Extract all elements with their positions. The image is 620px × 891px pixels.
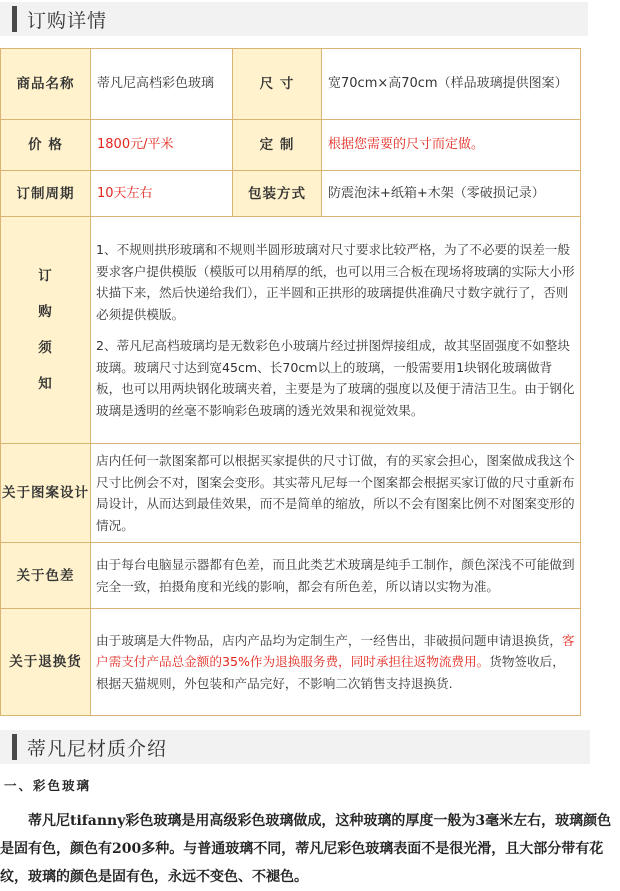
- table-row: [1, 120, 581, 171]
- product-name-value: 蒂凡尼高档彩色玻璃: [91, 49, 233, 120]
- price-value: 1800元/平米: [91, 120, 233, 171]
- material-section: [0, 776, 620, 891]
- notice-char: 知: [38, 376, 53, 392]
- returns-label: 关于退换货: [1, 609, 91, 716]
- order-spec-table: [0, 48, 581, 716]
- table-row: [1, 49, 581, 120]
- table-row: [1, 171, 581, 217]
- banner-accent-bar: [12, 734, 17, 760]
- order-details-banner: [0, 2, 588, 36]
- color-difference-text: 由于每台电脑显示器都有色差，而且此类艺术玻璃是纯手工制作，颜色深浅不可能做到完全一致，拍摄角度和光线的影响，都会有所色差，所以请以实物为准。: [91, 543, 581, 609]
- order-notice-text: [91, 217, 581, 444]
- size-value: 宽70cm×高70cm（样品玻璃提供图案）: [322, 49, 581, 120]
- lead-time-value: 10天左右: [91, 171, 233, 217]
- banner-accent-bar: [12, 6, 17, 32]
- custom-label: 定 制: [233, 120, 322, 171]
- returns-text-start: 由于玻璃是大件物品，店内产品均为定制生产，一经售出，非破损问题申请退换货，: [96, 632, 562, 648]
- notice-char: 须: [38, 340, 53, 356]
- material-intro-banner: [0, 730, 590, 764]
- packaging-label: 包装方式: [233, 171, 322, 217]
- price-label: 价 格: [1, 120, 91, 171]
- returns-text: [91, 609, 581, 716]
- order-notice-label: [1, 217, 91, 444]
- product-name-label: 商品名称: [1, 49, 91, 120]
- notice-paragraph-2: 2、蒂凡尼高档玻璃均是无数彩色小玻璃片经过拼图焊接组成，故其坚固强度不如整块玻璃。玻璃尺寸达到宽45cm、长70cm以上的玻璃，一般需要用1块钢化玻璃做背板，也可以用两块钢化玻璃夹着，主要是为了玻璃的强度以及便于清洁卫生。由于钢化玻璃是透明的丝毫不影响彩色玻璃的透光效果和视觉效果。: [96, 338, 575, 418]
- material-body: 蒂凡尼tifanny彩色玻璃是用高级彩色玻璃做成，这种玻璃的厚度一般为3毫米左右，玻璃颜色是固有色，颜色有200多种。与普通玻璃不同，蒂凡尼彩色玻璃表面不是很光滑，且大部分带有花纹，玻璃的颜色是固有色，永远不变色、不褪色。: [0, 813, 612, 885]
- pattern-design-text: 店内任何一款图案都可以根据买家提供的尺寸订做，有的买家会担心，图案做成我这个尺寸比例会不对，图案会变形。其实蒂凡尼每一个图案都会根据买家订做的尺寸重新布局设计，从而达到最佳效果，而不是简单的缩放，所以不会有图案比例不对图案变形的情况。: [91, 444, 581, 543]
- material-intro-title: 蒂凡尼材质介绍: [27, 737, 168, 760]
- returns-text-end: 货物签收后，根据天猫规则，外包装和产品完好，不影响二次销售支持退换货.: [96, 654, 565, 691]
- order-details-title: 订购详情: [27, 9, 108, 32]
- notice-char: 订: [38, 268, 53, 284]
- table-row: [1, 217, 581, 444]
- notice-paragraph-1: 1、不规则拱形玻璃和不规则半圆形玻璃对尺寸要求比较严格，为了不必要的误差一般要求客户提供模版（模版可以用稍厚的纸，也可以用三合板在现场将玻璃的实际大小形状描下来，然后快递给我们），正半圆和正拱形的玻璃提供准确尺寸数字就行了，否则必须提供模版。: [96, 242, 575, 322]
- packaging-value: 防震泡沫+纸箱+木架（零破损记录）: [322, 171, 581, 217]
- size-label: 尺 寸: [233, 49, 322, 120]
- pattern-design-label: 关于图案设计: [1, 444, 91, 543]
- custom-value: 根据您需要的尺寸而定做。: [322, 120, 581, 171]
- table-row: [1, 543, 581, 609]
- table-row: [1, 609, 581, 716]
- lead-time-label: 订制周期: [1, 171, 91, 217]
- table-row: [1, 444, 581, 543]
- color-difference-label: 关于色差: [1, 543, 91, 609]
- returns-fee-notice: 客户需支付产品总金额的35%作为退换服务费，同时承担往返物流费用。: [96, 632, 575, 670]
- material-heading: 一、彩色玻璃: [4, 778, 92, 793]
- notice-char: 购: [38, 304, 53, 320]
